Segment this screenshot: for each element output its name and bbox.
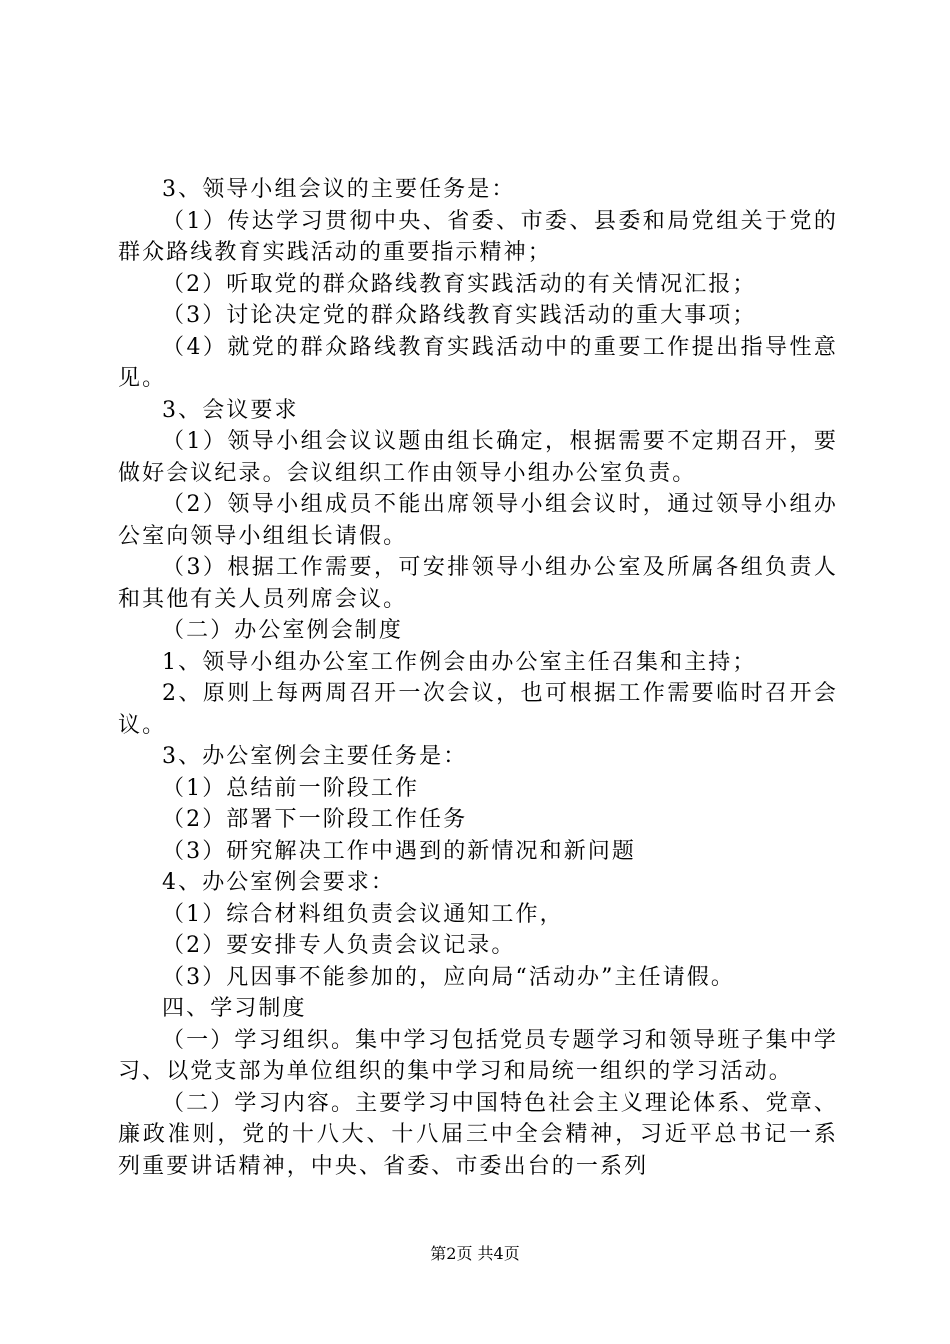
paragraph: （3）根据工作需要，可安排领导小组办公室及所属各组负责人和其他有关人员列席会议。 [118, 555, 838, 612]
document-body [118, 174, 838, 1182]
page-footer [0, 1243, 950, 1265]
paragraph: （1）总结前一阶段工作 [162, 775, 420, 801]
paragraph: （2）要安排专人负责会议记录。 [162, 933, 516, 958]
paragraph: （4）就党的群众路线教育实践活动中的重要工作提出指导性意见。 [118, 334, 838, 391]
paragraph: 4、办公室例会要求： [162, 870, 395, 895]
paragraph: （2）听取党的群众路线教育实践活动的有关情况汇报； [162, 271, 757, 297]
paragraph: （3）研究解决工作中遇到的新情况和新问题 [162, 838, 636, 864]
paragraph: （1）综合材料组负责会议通知工作， [162, 901, 564, 927]
paragraph: （3）凡因事不能参加的，应向局“活动办”主任请假。 [162, 964, 735, 990]
paragraph: （一）学习组织。集中学习包括党员专题学习和领导班子集中学习、以党支部为单位组织的集中学习和局统一组织的学习活动。 [118, 1027, 838, 1084]
paragraph: （2）部署下一阶段工作任务 [162, 807, 468, 832]
paragraph: 3、办公室例会主要任务是： [162, 744, 468, 769]
paragraph: （二）学习内容。主要学习中国特色社会主义理论体系、党章、廉政准则，党的十八大、十八届三中全会精神，习近平总书记一系列重要讲话精神，中央、省委、市委出台的一系列 [118, 1090, 838, 1179]
page-number-label: 第2页 共4页 [430, 1244, 520, 1263]
paragraph: （二）办公室例会制度 [162, 618, 404, 643]
paragraph: （1）传达学习贯彻中央、省委、市委、县委和局党组关于党的群众路线教育实践活动的重要指示精神； [118, 208, 838, 265]
paragraph: 1、领导小组办公室工作例会由办公室主任召集和主持； [162, 649, 757, 675]
paragraph: 四、学习制度 [162, 996, 307, 1021]
paragraph: 3、领导小组会议的主要任务是： [162, 177, 516, 202]
paragraph: （1）领导小组会议议题由组长确定，根据需要不定期召开，要做好会议纪录。会议组织工作由领导小组办公室负责。 [118, 429, 838, 486]
paragraph: 2、原则上每两周召开一次会议，也可根据工作需要临时召开会议。 [118, 681, 838, 738]
paragraph: 3、会议要求 [162, 397, 299, 423]
paragraph: （2）领导小组成员不能出席领导小组会议时，通过领导小组办公室向领导小组组长请假。 [118, 492, 838, 549]
paragraph: （3）讨论决定党的群众路线教育实践活动的重大事项； [162, 303, 757, 328]
